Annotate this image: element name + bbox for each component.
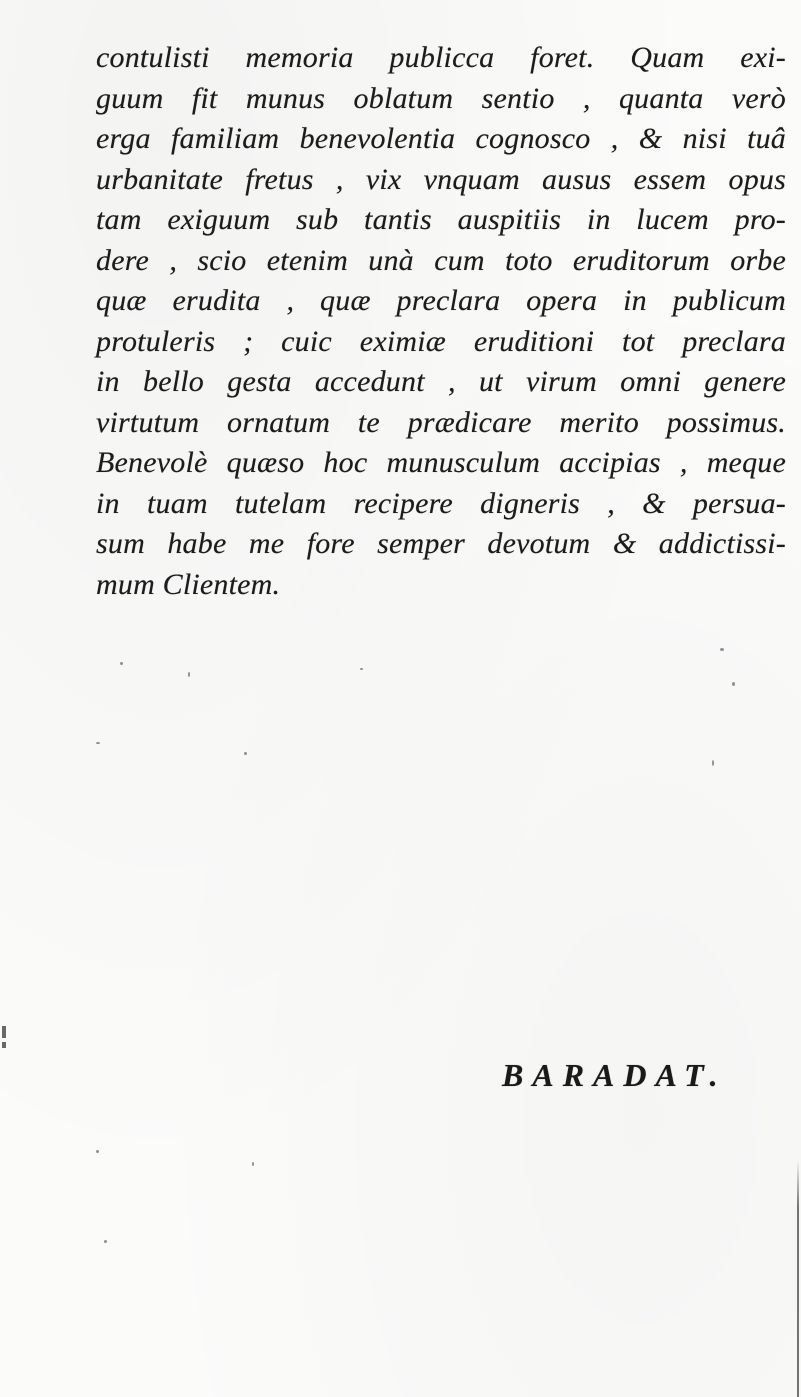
ink-speck — [188, 672, 190, 677]
text-line: Benevolè quæso hoc munusculum accipias , meque — [96, 446, 786, 479]
margin-mark — [2, 1042, 6, 1048]
ink-speck — [96, 742, 100, 744]
ink-speck — [360, 668, 363, 670]
text-line: contulisti memoria publicca foret. Quam exi- — [96, 41, 786, 74]
text-line: mum Clientem. — [96, 567, 281, 601]
text-line: virtutum ornatum te prædicare merito possimus. — [96, 405, 786, 439]
signature: BARADAT. — [502, 1057, 727, 1093]
ink-speck — [720, 648, 724, 651]
text-line: quæ erudita , quæ preclara opera in publicum — [96, 284, 786, 317]
text-line: dere , scio etenim unà cum toto eruditorum orbe — [96, 243, 786, 277]
margin-mark — [2, 1026, 6, 1038]
text-line: urbanitate fretus , vix vnquam ausus essem opus — [96, 162, 786, 196]
text-line: erga familiam benevolentia cognosco , & nisi tuâ — [96, 122, 786, 155]
text-line: sum habe me fore semper devotum & addictissi- — [96, 527, 786, 560]
text-line: in tuam tutelam recipere digneris , & persua- — [96, 486, 786, 520]
ink-speck — [244, 752, 247, 755]
ink-speck — [96, 1150, 99, 1153]
text-line: guum fit munus oblatum sentio , quanta verò — [96, 81, 786, 115]
ink-speck — [732, 682, 735, 686]
dedication-text — [96, 38, 786, 605]
ink-speck — [712, 760, 714, 766]
text-line: protuleris ; cuic eximiæ eruditioni tot preclara — [96, 324, 786, 358]
ink-speck — [104, 1240, 107, 1243]
page-edge-line — [797, 1160, 799, 1397]
text-line: in bello gesta accedunt , ut virum omni genere — [96, 365, 786, 398]
ink-speck — [252, 1162, 254, 1166]
text-line: tam exiguum sub tantis auspitiis in lucem pro- — [96, 203, 786, 236]
ink-speck — [120, 662, 123, 665]
